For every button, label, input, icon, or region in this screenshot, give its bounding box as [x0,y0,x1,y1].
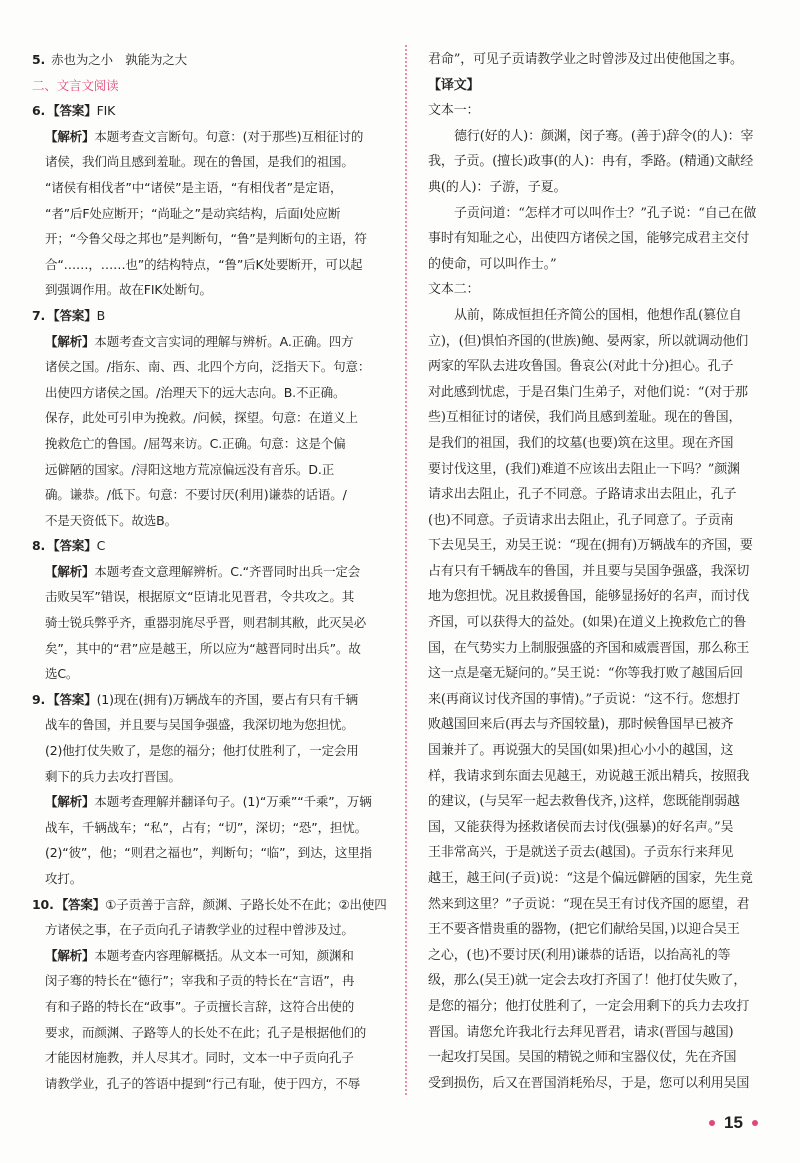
analysis-text: 本题考查文意理解辨析。C.“齐晋同时出兵一定会 [94,563,361,579]
text2-line: 越王，越王问(子贡)说：“这是个偏远僻陋的国家，先生竟 [428,871,753,886]
analysis-text: 本题考查理解并翻译句子。(1)“万乘”“千乘”，万辆 [94,794,372,810]
text1-label: 文本一： [428,103,480,119]
question-number: 5. [32,52,46,67]
q8-analysis-line: 击败吴军”错误，根据原文“臣请北见晋君，令共攻之。其 [45,589,355,605]
dot-icon [752,1120,758,1126]
text2-line: 国兼并了。再说强大的吴国(如果)担心小小的越国，这 [428,743,734,759]
text2-line: 立)，(但)惧怕齐国的(世族)鲍、晏两家，所以就调动他们 [428,333,749,349]
question-number: 10. [32,896,54,912]
answer-label: 【答案】 [55,896,106,912]
page-number [700,1110,767,1136]
q9-analysis-line [32,789,398,815]
text2-line: 地为您担忧。况且救援鲁国，能够显扬好的名声，而讨伐 [428,589,750,605]
text2-line: 王不要吝惜贵重的器物，(把它们献给吴国，)以迎合吴王 [428,922,740,938]
column-divider [405,45,407,1095]
answer-text: FIK [96,103,116,119]
q9-answer-line [32,687,398,713]
q7-answer-line [32,303,398,329]
text2-line: 受到损伤，后又在晋国消耗殆尽，于是，您可以利用吴国 [428,1075,750,1091]
text1-line: 子贡问道：“怎样才可以叫作士？”孔子说：“自己在做 [454,205,757,221]
q8-answer-line [32,533,398,559]
analysis-text: 本题考查文言断句。句意：(对于那些)互相征讨的 [94,128,364,144]
text2-line: 一起攻打吴国。吴国的精锐之师和宝器仪仗，先在齐国 [428,1050,737,1066]
text2-line: (也)不同意。子贡请求出去阻止，孔子同意了。子贡南 [428,512,734,528]
analysis-text: 本题考查内容理解概括。从文本一可知，颜渊和 [94,947,354,963]
text1-line: 德行(好的人)：颜渊，闵子骞。(善于)辞令(的人)：宰 [454,128,754,144]
text2-line: 要讨伐这里，(我们)难道不应该出去阻止一下吗？”颜渊 [428,461,740,477]
analysis-label: 【解析】 [45,947,95,963]
text2-line: 些)互相征讨的诸侯，我们尚且感到羞耻。现在的鲁国， [428,410,742,426]
text2-line: 样，我请求到东面去见越王，劝说越王派出精兵，按照我 [428,768,750,784]
q10-answer-line [32,892,398,918]
analysis-label: 【解析】 [45,563,95,579]
q9-analysis-line: 战车，千辆战车；“私”，占有；“切”，深切；“恐”，担忧。 [45,819,368,835]
dot-icon [709,1120,715,1126]
analysis-label: 【解析】 [45,794,95,810]
answer-text: (1)现在(拥有)万辆战车的齐国，要占有只有千辆 [96,691,358,707]
q10-analysis-line: 要求，而颜渊、子路等人的长处不在此；孔子是根据他们的 [45,1024,367,1040]
q5-answer-line [32,47,398,73]
question-number: 8. [32,538,46,554]
text2-line: 齐国，可以获得大的益处。(如果)在道义上挽救危亡的鲁 [428,615,747,631]
text2-line: 级，那么(吴王)就一定会去攻打齐国了！他打仗失败了， [428,973,747,989]
q8-analysis-line: 骑士锐兵弊乎齐，重器羽旄尽乎晋，则君制其敝，此灭吴必 [45,615,367,631]
text1-line: 的使命，可以叫作士。” [428,256,557,272]
q10-analysis-line: 有和子路的特长在“政事”。子贡擅长言辞，这符合出使的 [45,998,355,1014]
text2-line: 这一点是毫无疑问的。”吴王说：“你等我打败了越国后回 [428,666,743,682]
text2-line: 下去见吴王，劝吴王说：“现在(拥有)万辆战车的齐国，要 [428,538,753,554]
text2-line: 占有只有千辆战车的鲁国，并且要与吴国争强盛，我深切 [428,563,750,579]
answer-label: 【答案】 [47,103,97,119]
translation-label: 【译文】 [428,77,480,93]
text2-line: 请求出去阻止，孔子不同意。子路请求出去阻止，孔子 [428,487,737,503]
q9-answer-line: (2)他打仗失败了，是您的福分；他打仗胜利了，一定会用 [45,743,359,759]
answer-text: 赤也为之小 孰能为之大 [51,52,188,67]
answer-text: C [96,538,106,554]
q7-analysis-line: 出使四方诸侯之国。/治理天下的远大志向。B.不正确。 [45,384,346,400]
q10-analysis-line [32,943,398,969]
q6-analysis-line: 到强调作用。故在FIK处断句。 [45,282,212,298]
q10-analysis-line: 闵子骞的特长在“德行”；宰我和子贡的特长在“言语”，冉 [45,973,355,989]
text2-label: 文本二： [428,282,480,298]
text2-line: 对此感到忧虑，于是召集门生弟子，对他们说：“(对于那 [428,384,748,400]
q9-answer-line: 剩下的兵力去攻打晋国。 [45,768,181,784]
text2-line: 来(再商议讨伐齐国的事情)。”子贡说：“这不行。您想打 [428,691,740,707]
q7-analysis-line: 诸侯之国。/指东、南、西、北四个方向，泛指天下。句意： [45,359,371,375]
continuation-line: 君命”，可见子贡请教学业之时曾涉及过出使他国之事。 [428,52,743,67]
right-column [428,47,772,1096]
text2-line: 王非常高兴，于是就送子贡去(越国)。子贡东行来拜见 [428,845,734,861]
q8-analysis-line: 矣”，其中的“君”应是越王，所以应为“越晋同时出兵”。故 [45,640,361,656]
text2-line: 然来到这里？”子贡说：“现在吴王有讨伐齐国的愿望，君 [428,896,750,912]
q7-analysis-line: 不是天资低下。故选B。 [45,512,177,528]
question-number: 7. [32,307,46,323]
answer-label: 【答案】 [47,307,97,323]
left-column [32,47,398,1096]
q10-analysis-line: 请教学业，孔子的答语中提到“行己有耻，使于四方，不辱 [45,1075,361,1091]
text2-line: 两家的军队去进攻鲁国。鲁哀公(对此十分)担心。孔子 [428,359,734,375]
q7-analysis-line [32,329,398,355]
q10-answer-line: 方诸侯之事，在子贡向孔子请教学业的过程中曾涉及过。 [45,922,354,938]
question-number: 9. [32,691,46,707]
q8-analysis-line [32,559,398,585]
text2-line: 国，在气势实力上制服强盛的齐国和威震晋国，那么称王 [428,640,750,656]
q9-answer-line: 战车的鲁国，并且要与吴国争强盛，我深切地为您担忧。 [45,717,354,733]
text2-line: 之心，(也)不要讨厌(利用)谦恭的话语，以抬高礼的等 [428,947,731,963]
question-number: 6. [32,103,46,119]
text2-line: 是您的福分；他打仗胜利了，一定会用剩下的兵力去攻打 [428,998,750,1014]
q7-analysis-line: 保存，此处可引申为挽救。/问候，探望。句意：在道义上 [45,410,358,426]
q9-analysis-line: (2)“彼”，他；“则君之福也”，判断句；“临”，到达，这里指 [45,845,372,861]
text1-line: 我，子贡。(擅长)政事(的人)：冉有，季路。(精通)文献经 [428,154,754,170]
q7-analysis-line: 挽救危亡的鲁国。/屈驾来访。C.正确。句意：这是个偏 [45,435,346,451]
q6-analysis-line: “诸侯有相伐者”中“诸侯”是主语，“有相伐者”是定语， [45,179,343,195]
q6-analysis-line [32,124,398,150]
text2-line: 国，又能获得为拯救诸侯而去讨伐(强暴)的好名声。”吴 [428,819,734,835]
text2-line: 晋国。请您允许我北行去拜见晋君，请求(晋国与越国) [428,1024,734,1040]
q7-analysis-line: 确。谦恭。/低下。句意：不要讨厌(利用)谦恭的话语。/ [45,487,347,503]
q6-answer-line [32,98,398,124]
analysis-label: 【解析】 [45,333,95,349]
q8-analysis-line: 选C。 [45,666,79,682]
answer-text: B [96,307,105,323]
q6-analysis-line: 开；“今鲁父母之邦也”是判断句，“鲁”是判断句的主语，符 [45,231,367,247]
text1-line: 典(的人)：子游，子夏。 [428,179,567,195]
answer-label: 【答案】 [47,538,97,554]
q9-analysis-line: 攻打。 [45,871,83,886]
page-number-text: 15 [724,1113,743,1132]
text2-line: 从前，陈成恒担任齐简公的国相，他想作乱(篡位自 [454,307,742,323]
text2-line: 是我们的祖国，我们的坟墓(也要)筑在这里。现在齐国 [428,435,734,451]
analysis-label: 【解析】 [45,128,95,144]
analysis-text: 本题考查文言实词的理解与辨析。A.正确。四方 [94,333,354,349]
q6-analysis-line: 合“……，……也”的结构特点，“鲁”后K处要断开，可以起 [45,256,363,272]
text1-line: 事时有知耻之心，出使四方诸侯之国，能够完成君主交付 [428,231,750,247]
q7-analysis-line: 远僻陋的国家。/浔阳这地方荒凉偏远没有音乐。D.正 [45,461,335,477]
answer-label: 【答案】 [47,691,97,707]
answer-text: ①子贡善于言辞，颜渊、子路长处不在此；②出使四 [105,896,387,912]
text2-line: 的建议，(与吴军一起去救鲁伐齐，)这样，您既能削弱越 [428,794,740,810]
section-heading: 二、文言文阅读 [32,77,119,93]
text2-line: 败越国回来后(再去与齐国较量)，那时候鲁国早已被齐 [428,717,734,733]
q6-analysis-line: 诸侯，我们尚且感到羞耻。现在的鲁国，是我们的祖国。 [45,154,354,170]
q6-analysis-line: “者”后F处应断开；“尚耻之”是动宾结构，后面I处应断 [45,205,341,221]
q10-analysis-line: 才能因材施教，并人尽其才。同时，文本一中子贡向孔子 [45,1050,354,1066]
